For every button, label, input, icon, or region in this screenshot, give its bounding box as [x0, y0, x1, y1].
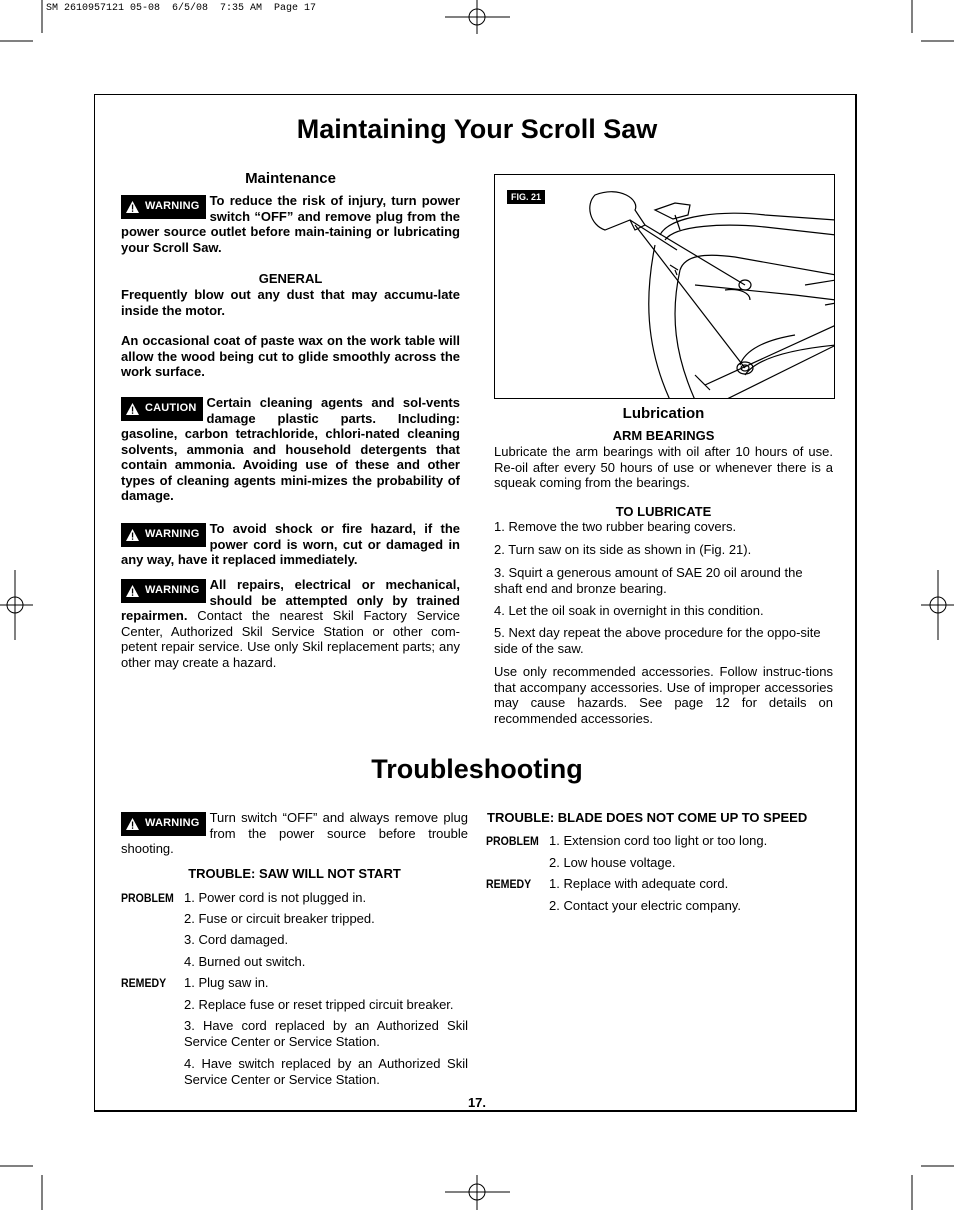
lubricate-step: 2. Turn saw on its side as shown in (Fig. 21).: [494, 542, 752, 557]
warning-badge: WARNING: [121, 523, 206, 547]
page-number: 17.: [467, 1095, 487, 1110]
warning-triangle-icon: [126, 201, 139, 213]
general-paragraph-1: Frequently blow out any dust that may accumu-late inside the motor.: [121, 287, 460, 318]
warning-1-text: To reduce the risk of injury, turn power switch “OFF” and remove plug from the power source outlet before main-taining or lubricating your Scroll Saw.: [121, 193, 460, 255]
warning-3-bold-text: All repairs, electrical or mechanical, should be attempted only by trained repairmen.: [121, 577, 460, 623]
warning-triangle-icon: [126, 818, 139, 830]
remedy-label: REMEDY: [121, 976, 167, 990]
warning-3-text: Contact the nearest Skil Factory Service Center, Authorized Skil Service Station or other com-petent repair service. Use only Skil replacement parts; any other may create a hazard.: [121, 608, 460, 670]
warning-block-2: [121, 521, 460, 568]
troubleshooting-title: Troubleshooting: [371, 754, 583, 784]
problem-item: 3. Cord damaged.: [184, 932, 289, 947]
remedy-label: REMEDY: [486, 877, 532, 891]
lubricate-step: 4. Let the oil soak in overnight in this condition.: [494, 603, 764, 618]
warning-badge: WARNING: [121, 812, 206, 836]
problem-item: 1. Extension cord too light or too long.: [549, 833, 768, 848]
warning-block-3: [121, 577, 460, 670]
caution-badge: CAUTION: [121, 397, 203, 421]
figure-21: [494, 174, 835, 399]
remedy-item: 4. Have switch replaced by an Authorized Skil Service Center or Service Station.: [184, 1056, 468, 1087]
lubrication-heading: Lubrication: [622, 405, 705, 422]
problem-item: 1. Power cord is not plugged in.: [184, 890, 367, 905]
problem-item: 2. Low house voltage.: [549, 855, 676, 870]
troubleshooting-warning-text: Turn switch “OFF” and always remove plug from the power source before trouble shooting.: [121, 810, 468, 856]
warning-badge: WARNING: [121, 195, 206, 219]
print-slug: SM 2610957121 05-08 6/5/08 7:35 AM Page 17: [46, 3, 317, 14]
warning-triangle-icon: [126, 403, 139, 415]
warning-triangle-icon: [126, 529, 139, 541]
general-heading: GENERAL: [258, 271, 323, 286]
remedy-item: 2. Contact your electric company.: [549, 898, 741, 913]
arm-bearings-heading: ARM BEARINGS: [612, 428, 715, 443]
page-title: Maintaining Your Scroll Saw: [296, 114, 658, 144]
caution-text: Certain cleaning agents and sol-vents damage plastic parts. Including: gasoline, carbon tetrachloride, chlori-nated cleaning solvents, ammonia and household detergents that contain ammonia. Avoiding use of these and other types of cleaning agents mini-mizes the probability of damage.: [121, 395, 460, 503]
problem-label: PROBLEM: [486, 834, 539, 848]
trouble-1-heading: TROUBLE: SAW WILL NOT START: [188, 866, 401, 881]
problem-label: PROBLEM: [121, 891, 174, 905]
caution-block: [121, 395, 460, 504]
maintenance-heading: Maintenance: [245, 170, 336, 187]
general-paragraph-2: An occasional coat of paste wax on the work table will allow the wood being cut to glide smoothly across the work surface.: [121, 333, 460, 379]
scroll-saw-illustration: [495, 175, 835, 399]
accessories-note: Use only recommended accessories. Follow instruc-tions that accompany accessories. Use of improper accessories may cause hazards. See page 12 for details on recommended accessories.: [494, 664, 833, 726]
arm-bearings-text: Lubricate the arm bearings with oil after 10 hours of use. Re-oil after every 50 hours of use or whenever there is a squeak coming from the bearings.: [494, 444, 833, 490]
warning-badge: WARNING: [121, 579, 206, 603]
warning-block-1: [121, 193, 460, 255]
remedy-item: 1. Plug saw in.: [184, 975, 269, 990]
problem-item: 2. Fuse or circuit breaker tripped.: [184, 911, 375, 926]
problem-item: 4. Burned out switch.: [184, 954, 306, 969]
remedy-item: 2. Replace fuse or reset tripped circuit breaker.: [184, 997, 454, 1012]
remedy-item: 1. Replace with adequate cord.: [549, 876, 729, 891]
warning-triangle-icon: [126, 585, 139, 597]
to-lubricate-heading: TO LUBRICATE: [615, 504, 712, 519]
lubricate-step: 1. Remove the two rubber bearing covers.: [494, 519, 737, 534]
warning-2-text: To avoid shock or fire hazard, if the power cord is worn, cut or damaged in any way, have it replaced immediately.: [121, 521, 460, 567]
lubricate-step: 3. Squirt a generous amount of SAE 20 oil around the shaft end and bronze bearing.: [494, 565, 803, 596]
remedy-item: 3. Have cord replaced by an Authorized Skil Service Center or Service Station.: [184, 1018, 468, 1049]
lubricate-step: 5. Next day repeat the above procedure for the oppo-site side of the saw.: [494, 625, 821, 656]
figure-label: FIG. 21: [507, 190, 545, 204]
troubleshooting-warning: [121, 810, 468, 857]
trouble-2-heading: TROUBLE: BLADE DOES NOT COME UP TO SPEED: [487, 810, 808, 825]
